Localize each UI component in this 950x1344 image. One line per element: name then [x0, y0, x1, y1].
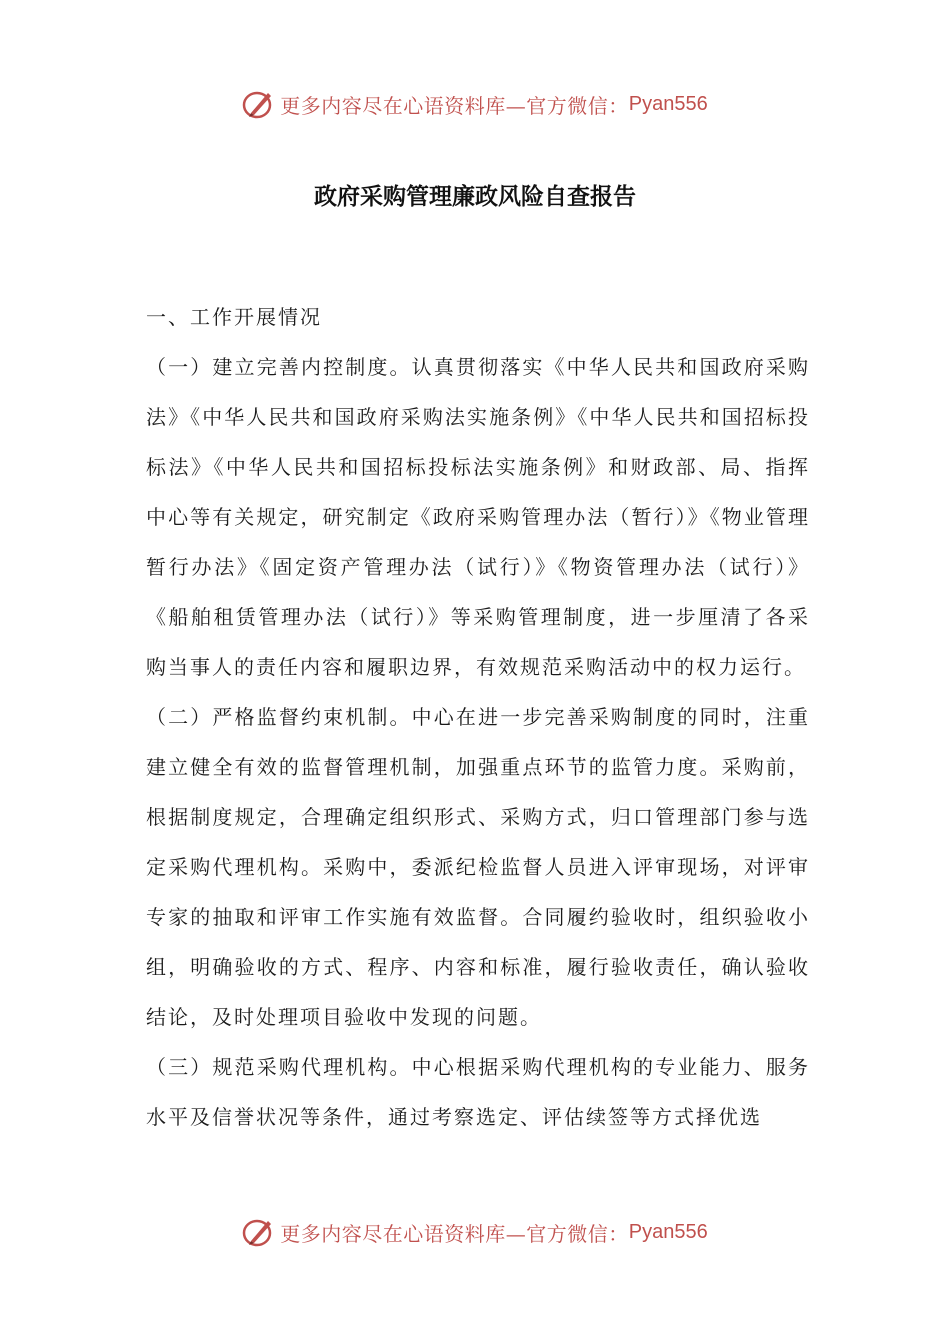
paragraph: （三）规范采购代理机构。中心根据采购代理机构的专业能力、服务水平及信誉状况等条件，通过考察选定、评估续签等方式择优选 — [146, 1055, 810, 1129]
section-heading: 一、工作开展情况 — [146, 305, 322, 329]
wechat-id: Pyan556 — [628, 92, 708, 115]
document-body — [146, 292, 810, 1142]
footer-banner — [0, 1212, 950, 1252]
wechat-id: Pyan556 — [628, 1220, 708, 1243]
pen-logo-icon — [242, 87, 276, 121]
document-title: 政府采购管理廉政风险自查报告 — [314, 184, 636, 210]
banner-text: 更多内容尽在心语资料库—官方微信： — [280, 93, 629, 118]
paragraph: （一）建立完善内控制度。认真贯彻落实《中华人民共和国政府采购法》《中华人民共和国政府采购法实施条例》《中华人民共和国招标投标法》《中华人民共和国招标投标法实施条例》和财政部、局、指挥中心等有关规定，研究制定《政府采购管理办法（暂行）》《物业管理暂行办法》《固定资产管理办法（试行）》《物资管理办法（试行）》《船舶租赁管理办法（试行）》等采购管理制度，进一步厘清了各采购当事人的责任内容和履职边界，有效规范采购活动中的权力运行。 — [146, 355, 810, 679]
header-banner — [0, 84, 950, 124]
paragraph: （二）严格监督约束机制。中心在进一步完善采购制度的同时，注重建立健全有效的监督管理机制，加强重点环节的监管力度。采购前，根据制度规定，合理确定组织形式、采购方式，归口管理部门参与选定采购代理机构。采购中，委派纪检监督人员进入评审现场，对评审专家的抽取和评审工作实施有效监督。合同履约验收时，组织验收小组，明确验收的方式、程序、内容和标准，履行验收责任，确认验收结论，及时处理项目验收中发现的问题。 — [146, 705, 810, 1029]
pen-logo-icon — [242, 1215, 276, 1249]
banner-text: 更多内容尽在心语资料库—官方微信： — [280, 1221, 629, 1246]
